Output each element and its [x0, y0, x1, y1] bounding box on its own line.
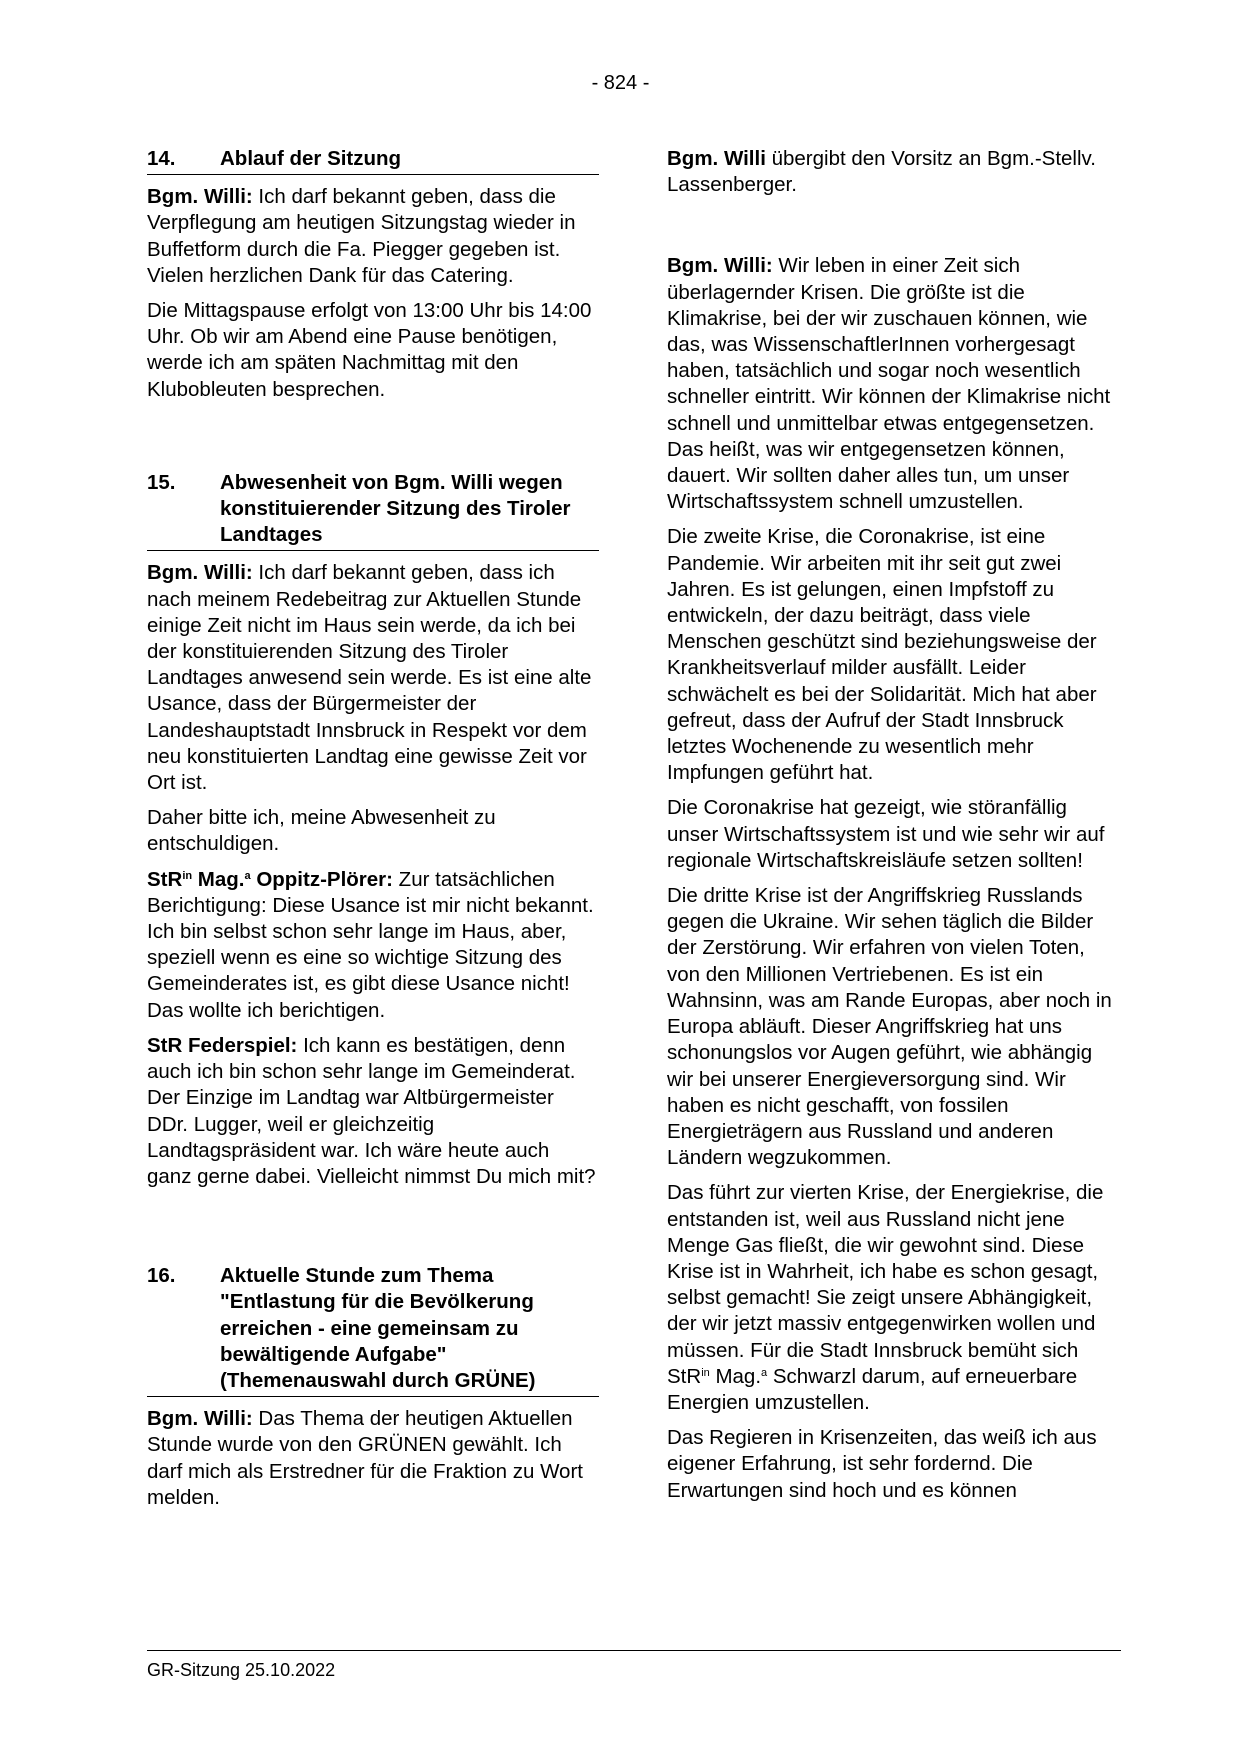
- speaker: Bgm. Willi: [667, 147, 766, 170]
- page-number: - 824 -: [591, 72, 650, 94]
- paragraph: Bgm. Willi übergibt den Vorsitz an Bgm.-Stellv. Lassenberger.: [667, 147, 1096, 197]
- paragraph: Bgm. Willi: Das Thema der heutigen Aktuellen Stunde wurde von den GRÜNEN gewählt. Ich darf mich als Erstredner für die Fraktion zu Wort melden.: [147, 1407, 583, 1509]
- paragraph: Bgm. Willi: Wir leben in einer Zeit sich überlagernder Krisen. Die größte ist die Klimakrise, bei der wir zuschauen können, wie das, was WissenschaftlerInnen vorhergesagt haben, tatsächlich und sogar noch wesentlich schneller eintritt. Wir können der Klimakrise nicht schnell und unmittelbar etwas entgegensetzen. Das heißt, was wir entgegensetzen können, dauert. Wir sollten daher alles tun, um unser Wirtschaftssystem schnell umzustellen.: [667, 254, 1111, 514]
- paragraph: Bgm. Willi: Ich darf bekannt geben, dass ich nach meinem Redebeitrag zur Aktuellen Stunde einige Zeit nicht im Haus sein werde, da ich bei der konstituierenden Sitzung des Tiroler Landtages anwesend sein werde. Es ist eine alte Usance, dass der Bürgermeister der Landeshauptstadt Innsbruck in Respekt vor dem neu konstituierten Landtag eine gewisse Zeit vor Ort ist.: [147, 561, 592, 795]
- paragraph: Die Mittagspause erfolgt von 13:00 Uhr bis 14:00 Uhr. Ob wir am Abend eine Pause benötigen, werde ich am späten Nachmittag mit den Klubobleuten besprechen.: [147, 299, 592, 401]
- left-column: [147, 146, 599, 1520]
- speaker: Bgm. Willi:: [147, 561, 253, 585]
- speaker: StR Federspiel:: [147, 1033, 298, 1057]
- paragraph: Das Regieren in Krisenzeiten, das weiß ich aus eigener Erfahrung, ist sehr fordernd. Die Erwartungen sind hoch und es können: [667, 1426, 1097, 1502]
- section-title: Aktuelle Stunde zum Thema "Entlastung für die Bevölkerung erreichen - eine gemeinsam zu bewältigende Aufgabe" (Themenauswahl durch GRÜNE): [220, 1264, 536, 1392]
- section-title: Ablauf der Sitzung: [220, 147, 402, 170]
- paragraph: Bgm. Willi: Ich darf bekannt geben, dass die Verpflegung am heutigen Sitzungstag wieder in Buffetform durch die Fa. Piegger gegeben ist. Vielen herzlichen Dank für das Catering.: [147, 185, 576, 287]
- section-15-heading: [147, 470, 599, 552]
- paragraph: Das führt zur vierten Krise, der Energiekrise, die entstanden ist, weil aus Russland nicht jene Menge Gas fließt, die wir gewohnt sind. Diese Krise ist in Wahrheit, ich habe es schon gesagt, selbst gemacht! Sie zeigt unsere Abhängigkeit, der wir jetzt massiv entgegenwirken wollen und müssen. Für die Stadt Innsbruck bemüht sich StR$^{in}$ Mag.$^a$ Schwarzl darum, auf erneuerbare Energien umzustellen.: [667, 1181, 1104, 1414]
- section-16-heading: [147, 1263, 599, 1397]
- speaker: StR$^{in}$ Mag.$^a$ Oppitz-Plörer:: [147, 867, 393, 891]
- paragraph: StR$^{in}$ Mag.$^a$ Oppitz-Plörer: Zur tatsächlichen Berichtigung: Diese Usance ist mir nicht bekannt. Ich bin selbst schon sehr lange im Haus, aber, speziell wenn es eine so wichtige Sitzung des Gemeinderates ist, es gibt diese Usance nicht! Das wollte ich berichtigen.: [147, 867, 594, 1022]
- speaker: Bgm. Willi:: [147, 1407, 253, 1431]
- paragraph: Die Coronakrise hat gezeigt, wie störanfällig unser Wirtschaftssystem ist und wie sehr wir auf regionale Wirtschaftskreisläufe setzen sollten!: [667, 796, 1105, 872]
- paragraph: Die zweite Krise, die Coronakrise, ist eine Pandemie. Wir arbeiten mit ihr seit gut zwei Jahren. Es ist gelungen, einen Impfstoff zu entwickeln, der dazu beiträgt, dass viele Menschen geschützt sind beziehungsweise der Krankheitsverlauf milder ausfällt. Leider schwächelt es bei der Solidarität. Mich hat aber gefreut, dass der Aufruf der Stadt Innsbruck letztes Wochenende zu wesentlich mehr Impfungen geführt hat.: [667, 525, 1097, 785]
- footer-text: GR-Sitzung 25.10.2022: [147, 1660, 336, 1680]
- paragraph: StR Federspiel: Ich kann es bestätigen, denn auch ich bin schon sehr lange im Gemeinderat. Der Einzige im Landtag war Altbürgermeister DDr. Lugger, weil er gleichzeitig Landtagspräsident war. Ich wäre heute auch ganz gerne dabei. Vielleicht nimmst Du mich mit?: [147, 1033, 596, 1188]
- section-14-heading: [147, 146, 599, 175]
- paragraph: Daher bitte ich, meine Abwesenheit zu entschuldigen.: [147, 806, 496, 856]
- footer-divider: [147, 1650, 1121, 1651]
- section-number: 15.: [147, 470, 176, 494]
- section-title: Abwesenheit von Bgm. Willi wegen konstituierender Sitzung des Tiroler Landtages: [220, 470, 571, 547]
- section-number: 16.: [147, 1264, 176, 1288]
- speaker: Bgm. Willi:: [147, 185, 253, 209]
- speaker: Bgm. Willi:: [667, 254, 773, 278]
- section-number: 14.: [147, 147, 176, 170]
- right-column: [667, 146, 1121, 1513]
- paragraph: Die dritte Krise ist der Angriffskrieg Russlands gegen die Ukraine. Wir sehen täglich die Bilder der Zerstörung. Wir erfahren von vielen Toten, von den Millionen Vertriebenen. Es ist ein Wahnsinn, was am Rande Europas, aber noch in Europa abläuft. Dieser Angriffskrieg hat uns schonungslos vor Augen geführt, wie abhängig wir bei unserer Energieversorgung sind. Wir haben es nicht geschafft, von fossilen Energieträgern aus Russland und anderen Ländern wegzukommen.: [667, 884, 1112, 1170]
